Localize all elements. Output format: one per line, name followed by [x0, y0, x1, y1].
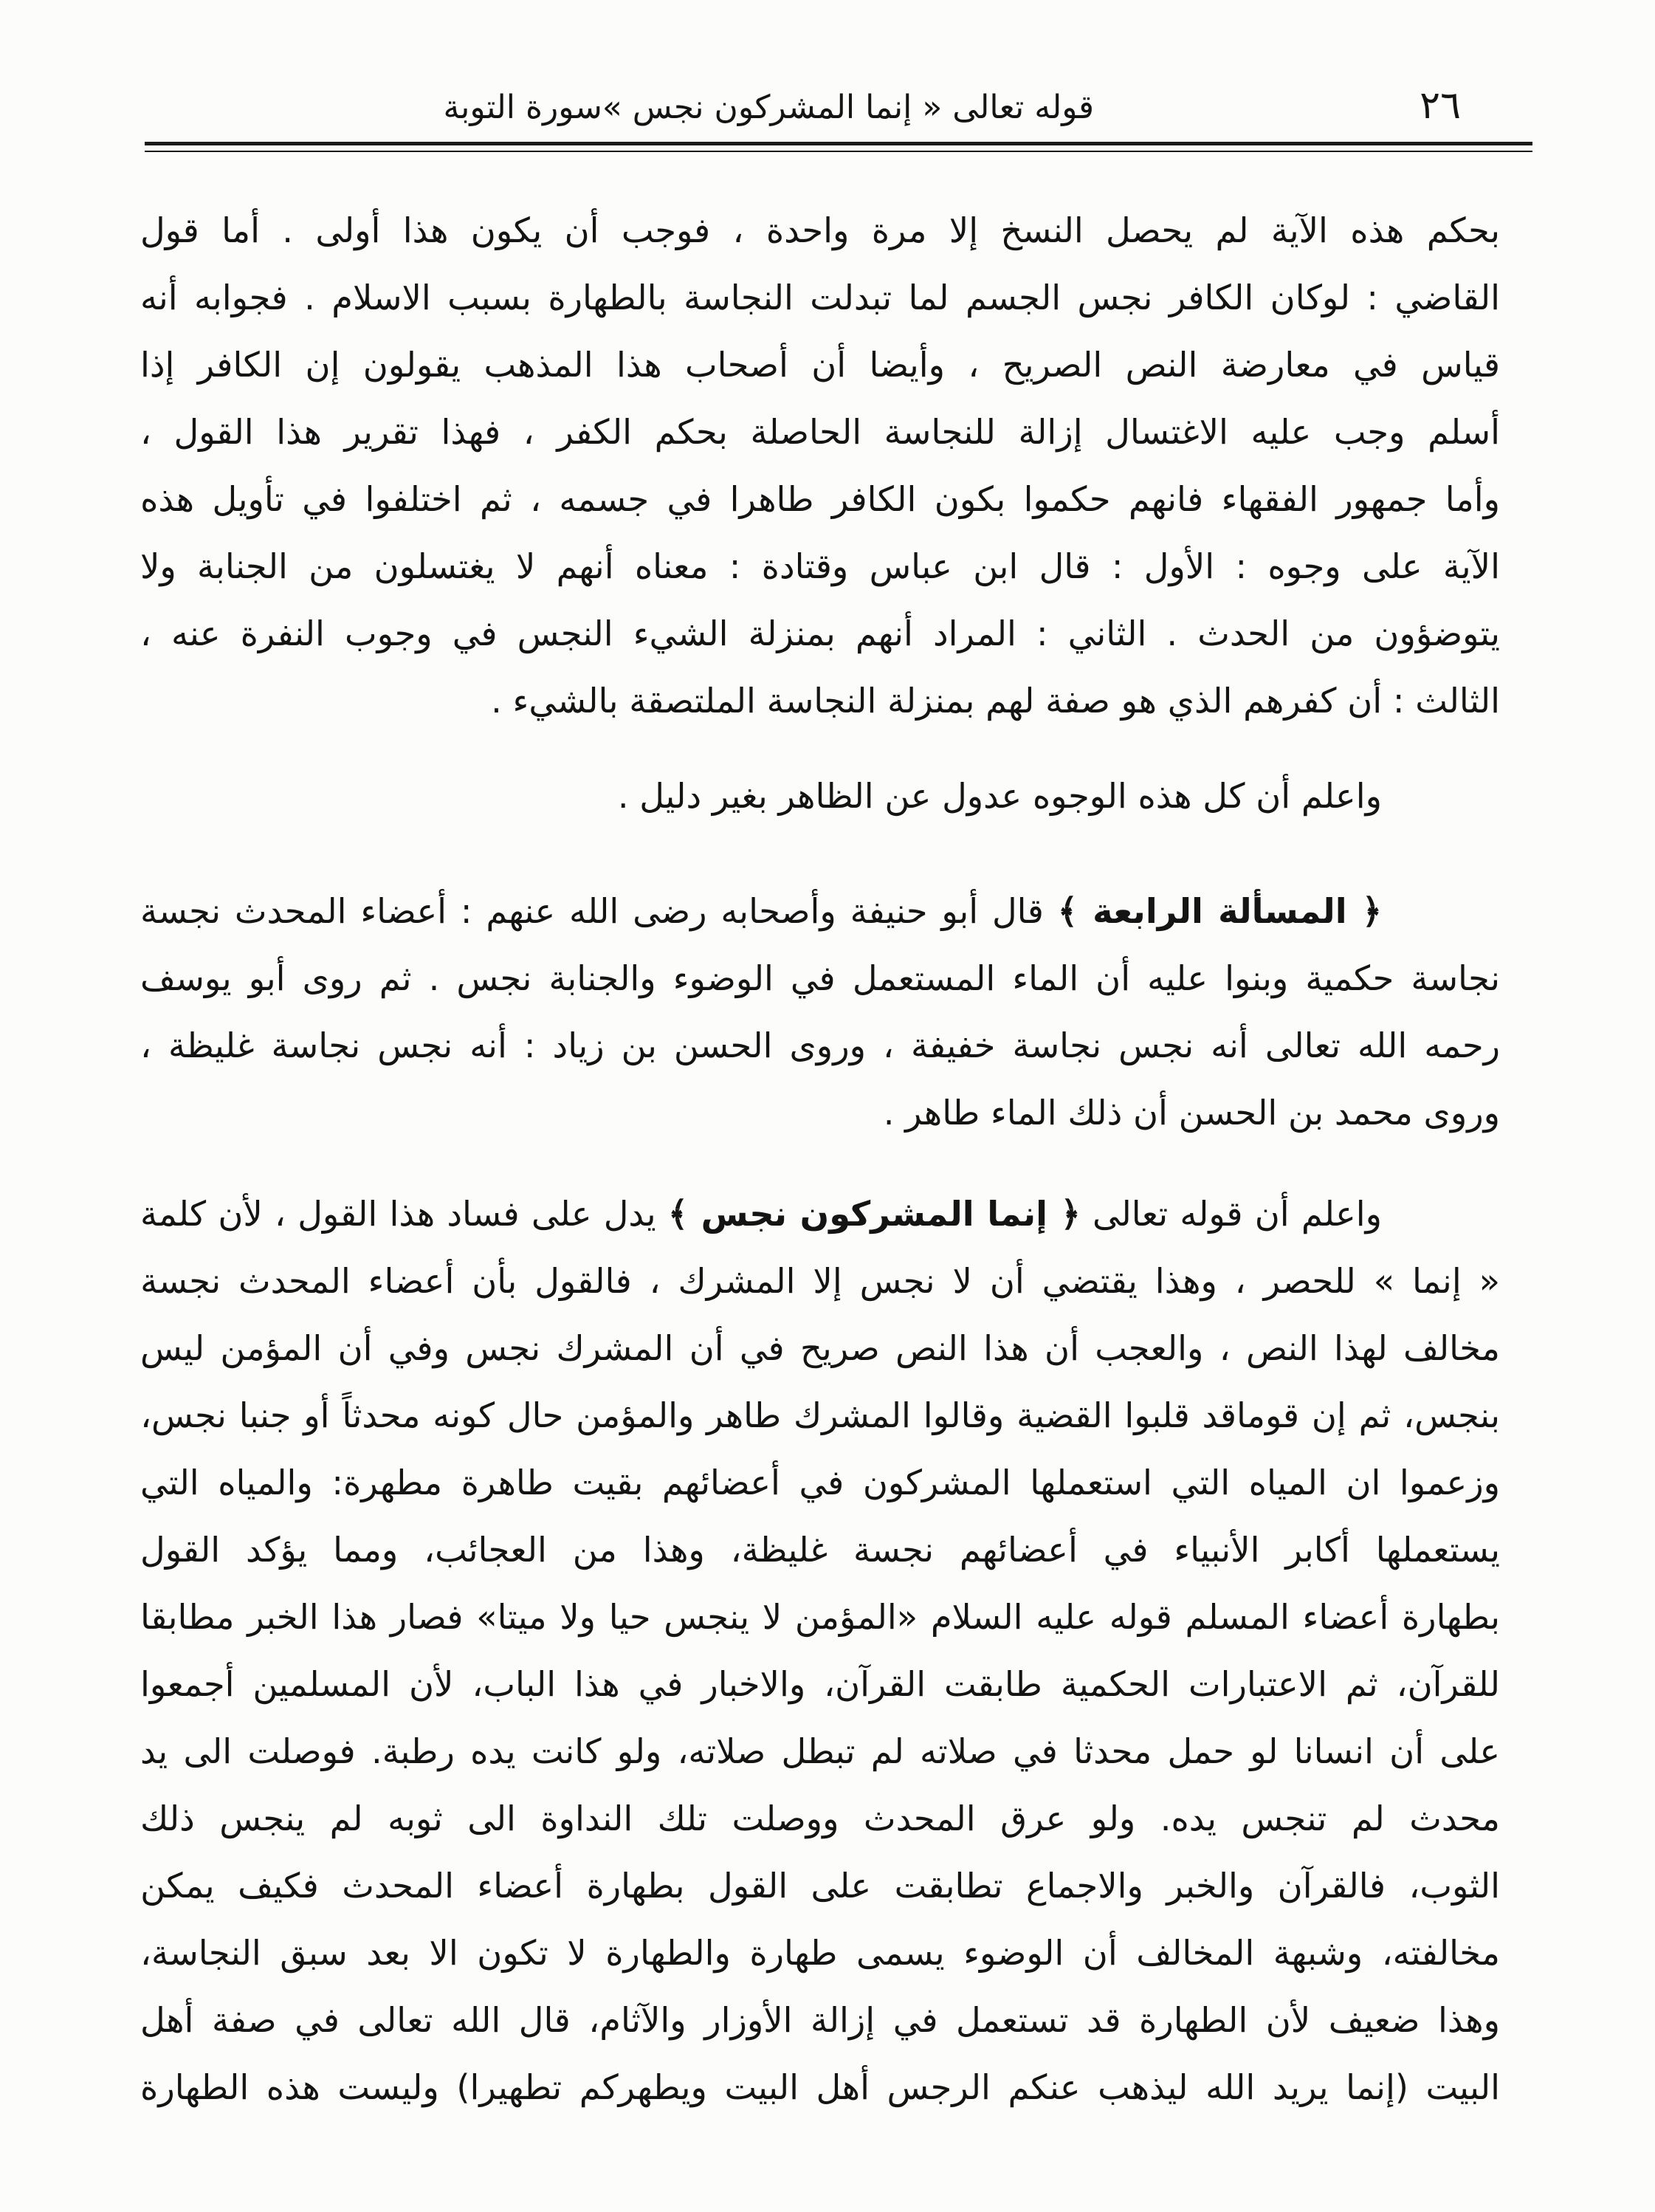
text-line: [139, 1718, 1500, 1785]
text-line: [139, 1651, 1500, 1718]
body-text: [139, 0, 1500, 2212]
line-text: للقرآن، ثم الاعتبارات الحكمية طابقت القرآن، والاخبار في هذا الباب، لأن المسلمين أجمعوا: [140, 1664, 1500, 1704]
line-text: وهذا ضعيف لأن الطهارة قد تستعمل في إزالة الأوزار والآثام، قال الله تعالى في صفة أهل: [140, 2000, 1500, 2040]
paragraph: [139, 878, 1500, 1147]
text-line: [139, 1382, 1500, 1449]
running-header: قوله تعالى « إنما المشركون نجس »سورة التوبة: [443, 89, 1094, 126]
text-line: [139, 878, 1500, 945]
text-line: [139, 399, 1500, 466]
text-line: [139, 667, 1500, 735]
line-text: وروى محمد بن الحسن أن ذلك الماء طاهر .: [883, 1093, 1500, 1133]
line-text: الآية على وجوه : الأول : قال ابن عباس وقتادة : معناه أنهم لا يغتسلون من الجنابة ولا: [140, 546, 1500, 586]
paragraph: [139, 1181, 1500, 2121]
text-line: [139, 197, 1500, 264]
text-line: [139, 763, 1500, 830]
line-text: « إنما » للحصر ، وهذا يقتضي أن لا نجس إلا المشرك ، فالقول بأن أعضاء المحدث نجسة: [140, 1261, 1500, 1301]
text-line: [139, 1079, 1500, 1147]
line-text-after: يدل على فساد هذا القول ، لأن كلمة: [140, 1194, 668, 1234]
text-line: [139, 1449, 1500, 1517]
line-text: القاضي : لوكان الكافر نجس الجسم لما تبدلت النجاسة بالطهارة بسبب الاسلام . فجوابه أنه: [140, 278, 1500, 317]
text-line: [139, 1248, 1500, 1315]
line-text: بطهارة أعضاء المسلم قوله عليه السلام «المؤمن لا ينجس حيا ولا ميتا» فصار هذا الخبر مطابقا: [140, 1597, 1500, 1637]
text-line: [139, 945, 1500, 1012]
line-text: على أن انسانا لو حمل محدثا في صلاته لم تبطل صلاته، ولو كانت يده رطبة. فوصلت الى يد: [140, 1731, 1500, 1771]
line-text: قياس في معارضة النص الصريح ، وأيضا أن أصحاب هذا المذهب يقولون إن الكافر إذا: [140, 345, 1500, 385]
quran-quote: ﴿ إنما المشركون نجس ﴾: [667, 1194, 1081, 1234]
text-line: [139, 466, 1500, 533]
line-text: محدث لم تنجس يده. ولو عرق المحدث ووصلت تلك النداوة الى ثوبه لم ينجس ذلك: [140, 1799, 1500, 1838]
line-text-before: واعلم أن قوله تعالى: [1080, 1194, 1382, 1234]
text-line: [139, 1315, 1500, 1382]
line-text: نجاسة حكمية وبنوا عليه أن الماء المستعمل في الوضوء والجنابة نجس . ثم روى أبو يوسف: [140, 958, 1500, 998]
line-text: يتوضؤون من الحدث . الثاني : المراد أنهم بمنزلة الشيء النجس في وجوب النفرة عنه ،: [140, 614, 1500, 653]
line-text: يستعملها أكابر الأنبياء في أعضائهم نجسة غليظة، وهذا من العجائب، ومما يؤكد القول: [140, 1530, 1500, 1570]
text-line: [139, 1012, 1500, 1079]
text-line: [139, 600, 1500, 667]
text-line: [139, 332, 1500, 399]
line-text: الثوب، فالقرآن والخبر والاجماع تطابقت على القول بطهارة أعضاء المحدث فكيف يمكن: [140, 1866, 1500, 1906]
line-text: أسلم وجب عليه الاغتسال إزالة للنجاسة الحاصلة بحكم الكفر ، فهذا تقرير هذا القول ،: [140, 412, 1500, 452]
text-line: [139, 2054, 1500, 2121]
line-text: البيت (إنما يريد الله ليذهب عنكم الرجس أهل البيت ويطهركم تطهيرا) وليست هذه الطهارة: [140, 2067, 1500, 2107]
line-text: [140, 878, 1382, 945]
line-text: مخالفته، وشبهة المخالف أن الوضوء يسمى طهارة والطهارة لا تكون الا بعد سبق النجاسة،: [140, 1933, 1500, 1973]
line-text: بحكم هذه الآية لم يحصل النسخ إلا مرة واحدة ، فوجب أن يكون هذا أولى . أما قول: [140, 210, 1500, 250]
line-text: مخالف لهذا النص ، والعجب أن هذا النص صريح في أن المشرك نجس وفي أن المؤمن ليس: [140, 1328, 1500, 1368]
line-text: وزعموا ان المياه التي استعملها المشركون في أعضائهم بقيت طاهرة مطهرة: والمياه التي: [140, 1463, 1500, 1502]
paragraph: [139, 197, 1500, 735]
line-text: [140, 1181, 1382, 1248]
text-line: [139, 1584, 1500, 1651]
text-line: [139, 1181, 1500, 1248]
text-line: [139, 264, 1500, 332]
text-line: [139, 533, 1500, 600]
line-text: بنجس، ثم إن قوماقد قلبوا القضية وقالوا المشرك طاهر والمؤمن حال كونه محدثاً أو جنبا نجس،: [140, 1395, 1500, 1435]
line-text: الثالث : أن كفرهم الذي هو صفة لهم بمنزلة النجاسة الملتصقة بالشيء .: [491, 681, 1500, 721]
line-text: واعلم أن كل هذه الوجوه عدول عن الظاهر بغير دليل .: [617, 776, 1382, 816]
paragraph: [139, 763, 1500, 830]
text-line: [139, 1517, 1500, 1584]
line-text-rest: قال أبو حنيفة وأصحابه رضى الله عنهم : أعضاء المحدث نجسة: [140, 891, 1058, 931]
page-number: ٢٦: [1420, 83, 1461, 128]
line-text: رحمه الله تعالى أنه نجس نجاسة خفيفة ، وروى الحسن بن زياد : أنه نجس نجاسة غليظة ،: [140, 1026, 1500, 1065]
text-line: [139, 1785, 1500, 1852]
section-heading: ﴿ المسألة الرابعة ﴾: [1057, 891, 1382, 931]
line-text: وأما جمهور الفقهاء فانهم حكموا بكون الكافر طاهرا في جسمه ، ثم اختلفوا في تأويل هذه: [140, 479, 1500, 519]
text-line: [139, 1852, 1500, 1920]
text-line: [139, 1987, 1500, 2054]
text-line: [139, 1920, 1500, 1987]
